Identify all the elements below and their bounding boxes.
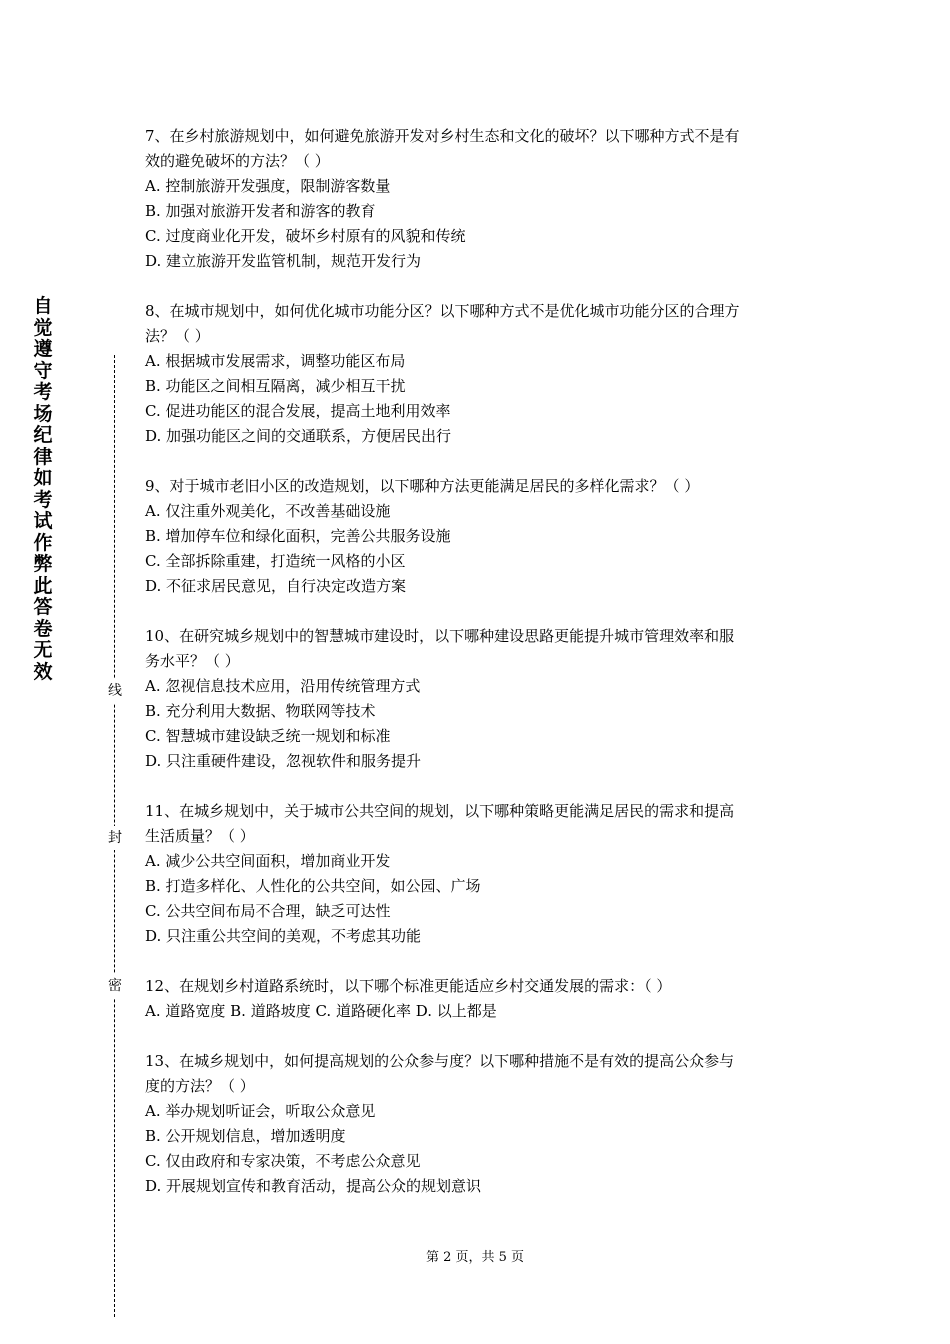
option-b: B. 增加停车位和绿化面积，完善公共服务设施 bbox=[145, 527, 451, 545]
option-c: C. 促进功能区的混合发展，提高土地利用效率 bbox=[145, 402, 451, 420]
question-stem-line: 生活质量？（ ） bbox=[145, 827, 255, 845]
option-c: C. 仅由政府和专家决策，不考虑公众意见 bbox=[145, 1152, 421, 1170]
option-a: A. 仅注重外观美化，不改善基础设施 bbox=[145, 502, 391, 520]
option-d: D. 建立旅游开发监管机制，规范开发行为 bbox=[145, 252, 422, 270]
options-inline: A. 道路宽度 B. 道路坡度 C. 道路硬化率 D. 以上都是 bbox=[145, 1002, 497, 1020]
option-c: C. 公共空间布局不合理，缺乏可达性 bbox=[145, 902, 391, 920]
option-a: A. 根据城市发展需求，调整功能区布局 bbox=[145, 352, 406, 370]
option-b: B. 充分利用大数据、物联网等技术 bbox=[145, 702, 376, 720]
question-12 bbox=[145, 974, 815, 1024]
question-stem-line: 法？（ ） bbox=[145, 327, 210, 345]
option-d: D. 不征求居民意见，自行决定改造方案 bbox=[145, 577, 407, 595]
option-c: C. 智慧城市建设缺乏统一规划和标准 bbox=[145, 727, 391, 745]
option-b: B. 公开规划信息，增加透明度 bbox=[145, 1127, 346, 1145]
question-7 bbox=[145, 124, 815, 274]
question-stem-line: 度的方法？（ ） bbox=[145, 1077, 255, 1095]
question-9 bbox=[145, 474, 815, 599]
question-stem-line: 效的避免破坏的方法？（ ） bbox=[145, 152, 330, 170]
question-10 bbox=[145, 624, 815, 774]
binding-secret-label: 密 bbox=[106, 974, 124, 998]
option-a: A. 控制旅游开发强度，限制游客数量 bbox=[145, 177, 391, 195]
question-stem-line: 务水平？（ ） bbox=[145, 652, 240, 670]
question-13 bbox=[145, 1049, 815, 1199]
question-list bbox=[145, 124, 815, 1224]
option-d: D. 加强功能区之间的交通联系，方便居民出行 bbox=[145, 427, 452, 445]
option-d: D. 开展规划宣传和教育活动，提高公众的规划意识 bbox=[145, 1177, 482, 1195]
option-a: A. 举办规划听证会，听取公众意见 bbox=[145, 1102, 376, 1120]
option-d: D. 只注重硬件建设，忽视软件和服务提升 bbox=[145, 752, 422, 770]
question-stem-line: 13、在城乡规划中，如何提高规划的公众参与度？以下哪种措施不是有效的提高公众参与 bbox=[145, 1052, 735, 1070]
option-c: C. 过度商业化开发，破坏乡村原有的风貌和传统 bbox=[145, 227, 466, 245]
question-stem-line: 10、在研究城乡规划中的智慧城市建设时，以下哪种建设思路更能提升城市管理效率和服 bbox=[145, 627, 735, 645]
question-11 bbox=[145, 799, 815, 949]
binding-seal-label: 封 bbox=[106, 826, 124, 850]
option-a: A. 忽视信息技术应用，沿用传统管理方式 bbox=[145, 677, 421, 695]
question-stem-line: 8、在城市规划中，如何优化城市功能分区？以下哪种方式不是优化城市功能分区的合理方 bbox=[145, 302, 740, 320]
option-a: A. 减少公共空间面积，增加商业开发 bbox=[145, 852, 391, 870]
page-number: 第 2 页，共 5 页 bbox=[425, 1250, 525, 1265]
exam-discipline-notice: 自觉遵守考场纪律如考试作弊此答卷无效 bbox=[33, 295, 53, 683]
option-b: B. 打造多样化、人性化的公共空间，如公园、广场 bbox=[145, 877, 481, 895]
binding-line-label: 线 bbox=[106, 679, 124, 703]
question-stem-line: 7、在乡村旅游规划中，如何避免旅游开发对乡村生态和文化的破坏？以下哪种方式不是有 bbox=[145, 127, 740, 145]
option-b: B. 加强对旅游开发者和游客的教育 bbox=[145, 202, 376, 220]
question-stem-line: 11、在城乡规划中，关于城市公共空间的规划，以下哪种策略更能满足居民的需求和提高 bbox=[145, 802, 735, 820]
question-stem-line: 12、在规划乡村道路系统时，以下哪个标准更能适应乡村交通发展的需求：（ ） bbox=[145, 977, 672, 995]
question-8 bbox=[145, 299, 815, 449]
option-b: B. 功能区之间相互隔离，减少相互干扰 bbox=[145, 377, 406, 395]
option-d: D. 只注重公共空间的美观，不考虑其功能 bbox=[145, 927, 422, 945]
option-c: C. 全部拆除重建，打造统一风格的小区 bbox=[145, 552, 406, 570]
question-stem-line: 9、对于城市老旧小区的改造规划，以下哪种方法更能满足居民的多样化需求？（ ） bbox=[145, 477, 700, 495]
